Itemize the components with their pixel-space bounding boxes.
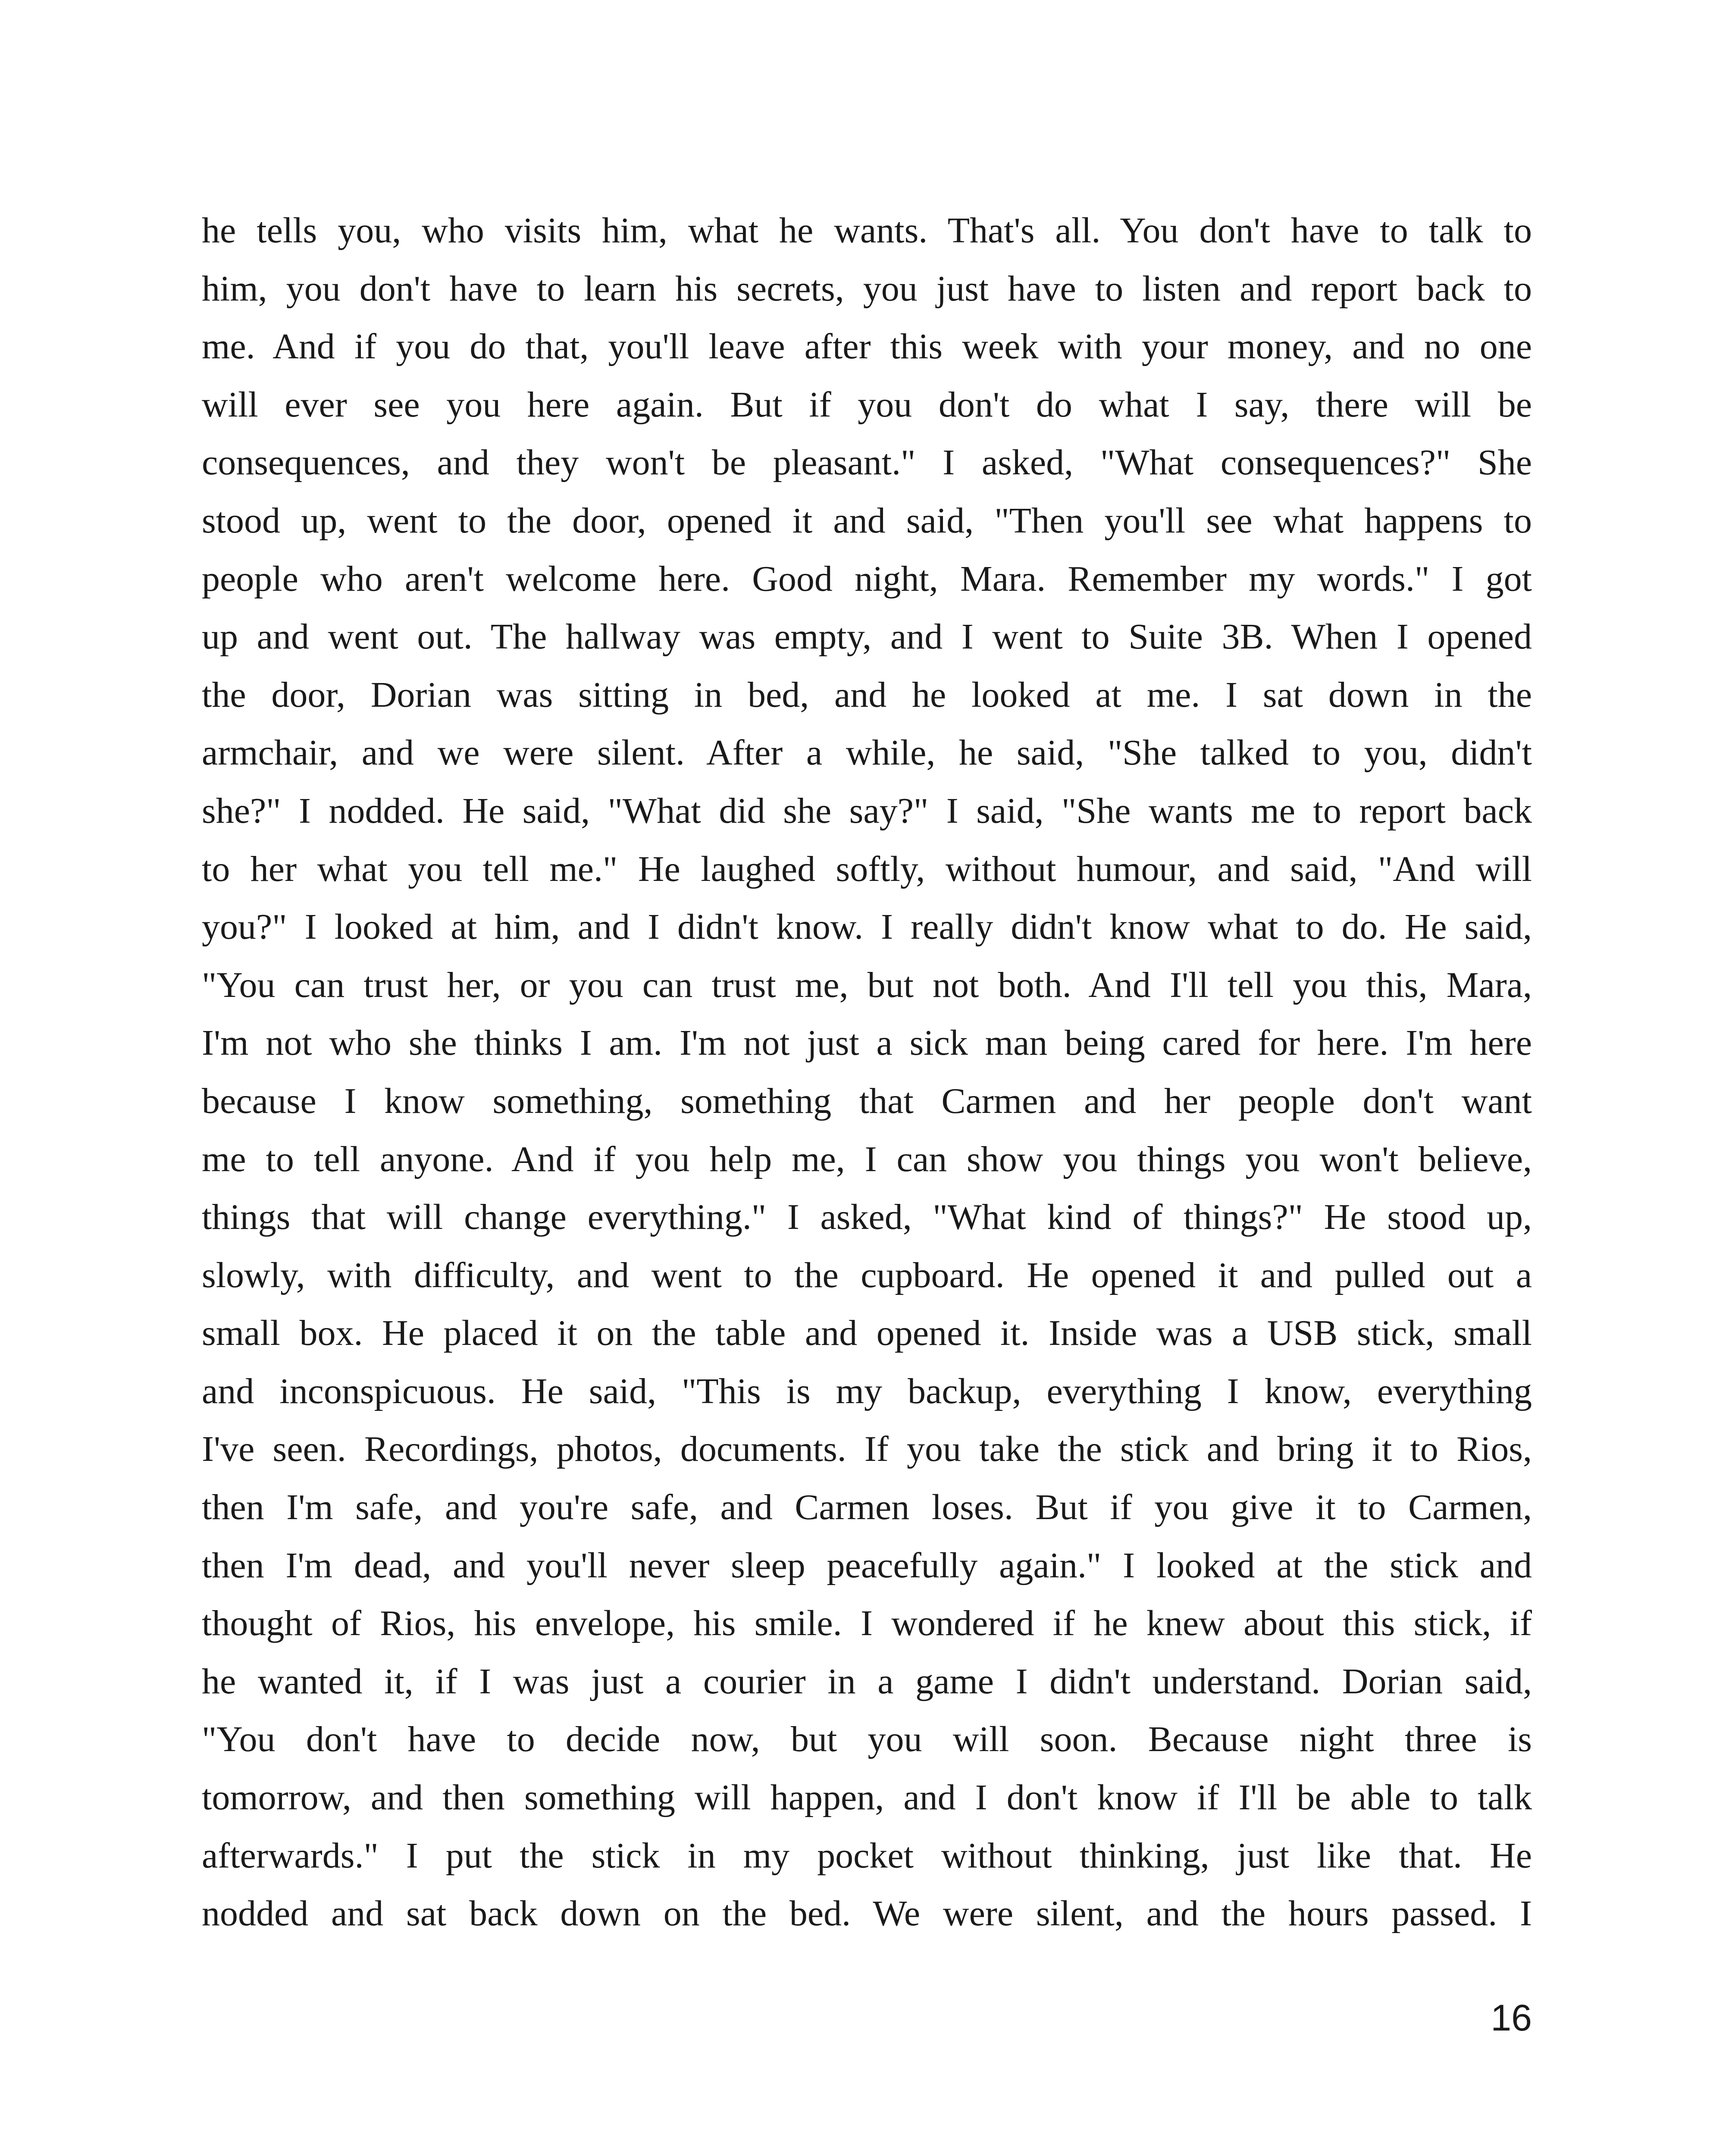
text-line: to her what you tell me." He laughed softly, without humour, and said, "And will [202, 849, 1532, 889]
text-line: small box. He placed it on the table and opened it. Inside was a USB stick, small [202, 1313, 1532, 1354]
text-line: will ever see you here again. But if you don't do what I say, there will be [202, 384, 1532, 425]
text-line: because I know something, something that Carmen and her people don't want [202, 1081, 1532, 1121]
text-line: and inconspicuous. He said, "This is my backup, everything I know, everything [202, 1371, 1532, 1411]
text-line: he wanted it, if I was just a courier in a game I didn't understand. Dorian said, [202, 1661, 1532, 1702]
text-line: then I'm dead, and you'll never sleep peacefully again." I looked at the stick and [202, 1545, 1532, 1586]
text-line: then I'm safe, and you're safe, and Carmen loses. But if you give it to Carmen, [202, 1487, 1532, 1528]
text-line: armchair, and we were silent. After a while, he said, "She talked to you, didn't [202, 733, 1532, 773]
text-line: people who aren't welcome here. Good night, Mara. Remember my words." I got [202, 558, 1532, 599]
text-line: you?" I looked at him, and I didn't know. I really didn't know what to do. He said, [202, 907, 1532, 947]
text-line: "You don't have to decide now, but you will soon. Because night three is [202, 1719, 1532, 1760]
text-line: me. And if you do that, you'll leave after this week with your money, and no one [202, 326, 1532, 367]
text-line: I'm not who she thinks I am. I'm not just a sick man being cared for here. I'm here [202, 1023, 1532, 1063]
text-line: thought of Rios, his envelope, his smile. I wondered if he knew about this stick, if [202, 1603, 1532, 1644]
text-line: he tells you, who visits him, what he wants. That's all. You don't have to talk to [202, 210, 1532, 251]
text-line: "You can trust her, or you can trust me, but not both. And I'll tell you this, Mara, [202, 965, 1532, 1005]
text-line: tomorrow, and then something will happen, and I don't know if I'll be able to talk [202, 1777, 1532, 1818]
text-line: things that will change everything." I asked, "What kind of things?" He stood up, [202, 1197, 1532, 1238]
text-line: slowly, with difficulty, and went to the cupboard. He opened it and pulled out a [202, 1255, 1532, 1295]
text-line: him, you don't have to learn his secrets, you just have to listen and report back to [202, 268, 1532, 309]
text-line: up and went out. The hallway was empty, and I went to Suite 3B. When I opened [202, 617, 1532, 657]
text-line: consequences, and they won't be pleasant." I asked, "What consequences?" She [202, 442, 1532, 483]
text-line: the door, Dorian was sitting in bed, and he looked at me. I sat down in the [202, 674, 1532, 715]
text-line: stood up, went to the door, opened it and said, "Then you'll see what happens to [202, 500, 1532, 541]
page-number: 16 [1491, 1997, 1532, 2039]
body-text [202, 202, 1532, 1943]
text-line: me to tell anyone. And if you help me, I can show you things you won't believe, [202, 1139, 1532, 1179]
text-line: I've seen. Recordings, photos, documents. If you take the stick and bring it to Rios, [202, 1429, 1532, 1470]
text-line: she?" I nodded. He said, "What did she say?" I said, "She wants me to report back [202, 790, 1532, 831]
text-line: afterwards." I put the stick in my pocket without thinking, just like that. He [202, 1835, 1532, 1876]
text-line: nodded and sat back down on the bed. We were silent, and the hours passed. I [202, 1893, 1532, 1934]
